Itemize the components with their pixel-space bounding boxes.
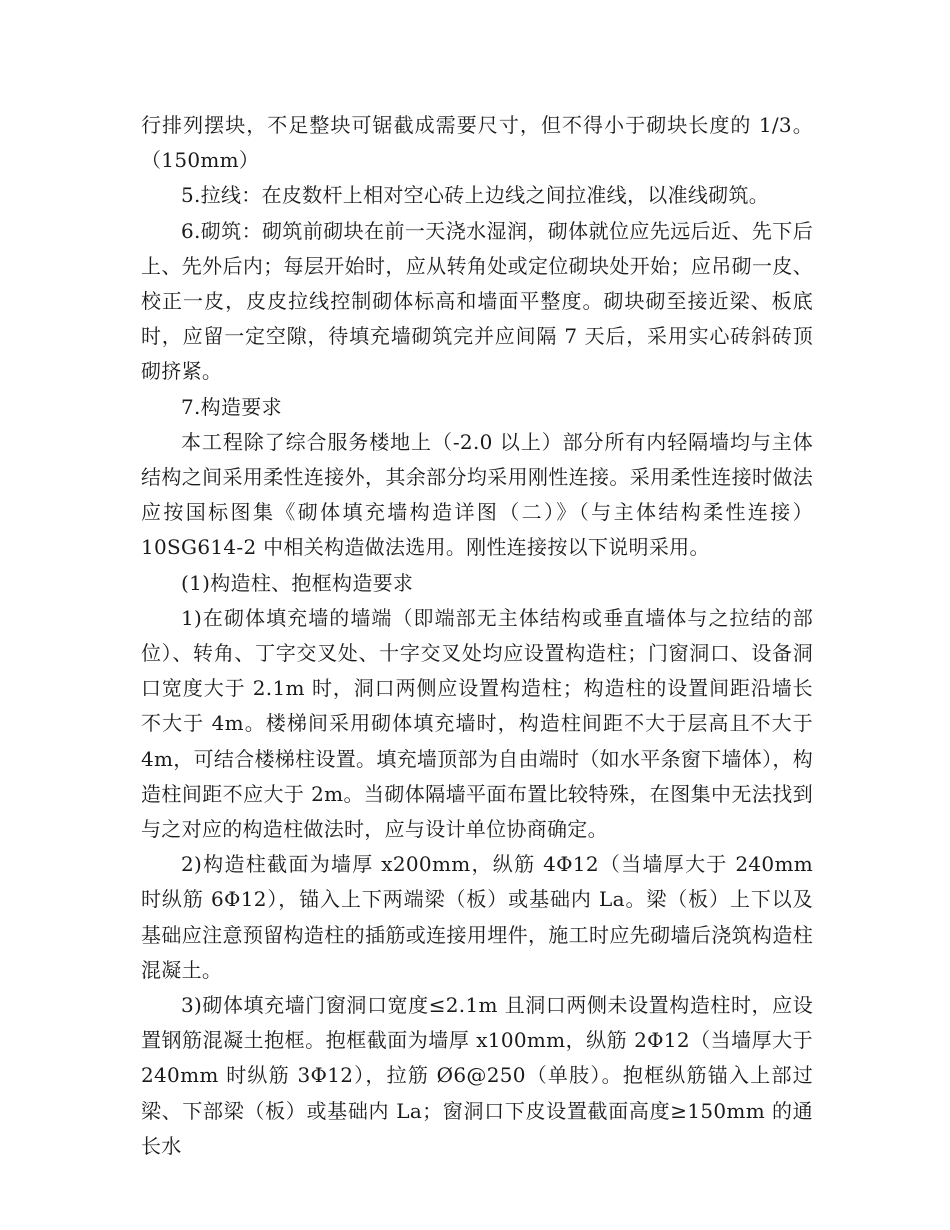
section-heading-construction-requirements: 7.构造要求	[181, 394, 282, 419]
document-body	[141, 108, 813, 1164]
paragraph-step-6-masonry: 6.砌筑：砌筑前砌块在前一天浇水湿润，砌体就位应先远后近、先下后上、先外后内；每层开始时，应从转角处或定位砌块处开始；应吊砌一皮、校正一皮，皮皮拉线控制砌体标高和墙面平整度。砌块砌至接近梁、板底时，应留一定空隙，待填充墙砌筑完并应间隔 7 天后，采用实心砖斜砖顶砌挤紧。	[141, 218, 813, 384]
subheading-column-frame: (1)构造柱、抱框构造要求	[181, 570, 414, 595]
paragraph-item-3-frame: 3)砌体填充墙门窗洞口宽度≤2.1m 且洞口两侧未设置构造柱时，应设置钢筋混凝土抱框。抱框截面为墙厚 x100mm，纵筋 2Φ12（当墙厚大于 240mm 时纵筋 3Φ12），拉筋 Ø6@250（单肢）。抱框纵筋锚入上部过梁、下部梁（板）或基础内 La；窗洞口下皮设置截面高度≥150mm 的通长水	[141, 993, 813, 1158]
paragraph-step-5-line: 5.拉线：在皮数杆上相对空心砖上边线之间拉准线，以准线砌筑。	[181, 183, 770, 208]
paragraph-connection-method: 本工程除了综合服务楼地上（-2.0 以上）部分所有内轻隔墙均与主体结构之间采用柔性连接外，其余部分均采用刚性连接。采用柔性连接时做法应按国标图集《砌体填充墙构造详图（二）》（与主体结构柔性连接）10SG614-2 中相关构造做法选用。刚性连接按以下说明采用。	[141, 429, 813, 560]
paragraph-item-1-column-placement: 1)在砌体填充墙的墙端（即端部无主体结构或垂直墙体与之拉结的部位）、转角、丁字交叉处、十字交叉处均应设置构造柱；门窗洞口、设备洞口宽度大于 2.1m 时，洞口两侧应设置构造柱；构造柱的设置间距沿墙长不大于 4m。楼梯间采用砌体填充墙时，构造柱间距不大于层高且不大于 4m，可结合楼梯柱设置。填充墙顶部为自由端时（如水平条窗下墙体），构造柱间距不应大于 2m。当砌体隔墙平面布置比较特殊，在图集中无法找到与之对应的构造柱做法时，应与设计单位协商确定。	[141, 605, 813, 842]
paragraph-block-sizing: 行排列摆块，不足整块可锯截成需要尺寸，但不得小于砌块长度的 1/3。（150mm）	[141, 113, 813, 173]
paragraph-item-2-column-section: 2)构造柱截面为墙厚 x200mm，纵筋 4Φ12（当墙厚大于 240mm 时纵筋 6Φ12），锚入上下两端梁（板）或基础内 La。梁（板）上下以及基础应注意预留构造柱的插筋或连接用埋件，施工时应先砌墙后浇筑构造柱混凝土。	[141, 852, 813, 982]
